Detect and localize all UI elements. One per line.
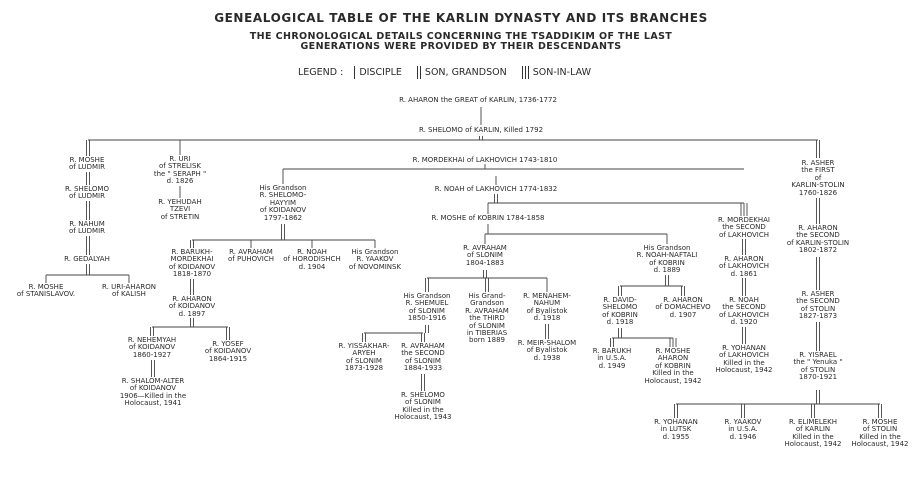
node-shemuel-of-slonim: His Grandson R. SHEMUEL of SLONIM 1850-1916 (403, 292, 451, 323)
node-aharon-of-koidanov: R. AHARON of KOIDANOV d. 1897 (168, 295, 216, 318)
node-asher-the-first: R. ASHER the FIRST of KARLIN-STOLIN 1760-1826 (791, 159, 845, 197)
node-moshe-of-ludmir: R. MOSHE of LUDMIR (68, 156, 106, 172)
node-asher-the-second: R. ASHER the SECOND of STOLIN 1827-1873 (796, 290, 840, 321)
node-nehemyah: R. NEHEMYAH of KOIDANOV 1860-1927 (127, 336, 177, 359)
node-shalom-alter: R. SHALOM-ALTER of KOIDANOV 1906—Killed in the Holocaust, 1941 (119, 377, 187, 408)
node-aharon-of-lakhovich: R. AHARON of LAKHOVICH d. 1861 (718, 255, 770, 278)
node-menahem-nahum: R. MENAHEM- NAHUM of Byalistok d. 1918 (523, 292, 571, 323)
node-avraham-of-puhovich: R. AVRAHAM of PUHOVICH (228, 248, 274, 264)
node-uri-aharon-of-kalish: R. URI-AHARON of KALISH (102, 283, 156, 299)
node-yaakov-in-usa: R. YAAKOV in U.S.A. d. 1946 (724, 418, 762, 441)
node-meir-shalom: R. MEIR-SHALOM of Byalistok d. 1938 (517, 339, 577, 362)
node-mordekhai-of-lakhovich: R. MORDEKHAI of LAKHOVICH 1743-1810 (412, 156, 558, 164)
node-yohanan-in-lutsk: R. YOHANAN in LUTSK d. 1955 (654, 418, 698, 441)
node-avraham-of-slonim: R. AVRAHAM of SLONIM 1804-1883 (463, 244, 507, 267)
node-yissakhar-aryeh: R. YISSAKHAR- ARYEH of SLONIM 1873-1928 (338, 342, 390, 373)
node-mordekhai-the-second: R. MORDEKHAI the SECOND of LAKHOVICH (718, 216, 770, 239)
node-yaakov-of-novominsk: His Grandson R. YAAKOV of NOVOMINSK (348, 248, 402, 271)
node-nahum-of-ludmir: R. NAHUM of LUDMIR (68, 220, 106, 236)
node-yosef-of-koidanov: R. YOSEF of KOIDANOV 1864-1915 (204, 340, 252, 363)
node-avraham-the-third: His Grand- Grandson R. AVRAHAM the THIRD of SLONIM in TIBERIAS born 1889 (465, 292, 509, 345)
node-noah-the-second: R. NOAH the SECOND of LAKHOVICH d. 1920 (718, 296, 770, 327)
node-moshe-aharon: R. MOSHE AHARON of KOBRIN Killed in the Holocaust, 1942 (644, 347, 702, 385)
node-elimelekh-of-karlin: R. ELIMELEKH of KARLIN Killed in the Holocaust, 1942 (784, 418, 842, 449)
node-shelomo-of-slonim: R. SHELOMO of SLONIM Killed in the Holocaust, 1943 (394, 391, 452, 422)
node-moshe-of-kobrin: R. MOSHE of KOBRIN 1784-1858 (431, 214, 545, 222)
node-yisrael-yenuka: R. YISRAEL the " Yenuka " of STOLIN 1870-1921 (793, 351, 843, 382)
legend-disciple: DISCIPLE (359, 67, 402, 78)
page-title: GENEALOGICAL TABLE OF THE KARLIN DYNASTY AND ITS BRANCHES (214, 11, 708, 25)
legend-label: LEGEND : (298, 67, 344, 78)
node-noah-of-horodishch: R. NOAH of HORODISHCH d. 1904 (283, 248, 341, 271)
node-noah-of-lakhovich: R. NOAH of LAKHOVICH 1774-1832 (434, 185, 558, 193)
node-shelomo-of-karlin: R. SHELOMO of KARLIN, Killed 1792 (418, 126, 544, 134)
node-barukh-in-usa: R. BARUKH in U.S.A. d. 1949 (592, 347, 632, 370)
node-noah-naftali: His Grandson R. NOAH-NAFTALI of KOBRIN d. 1889 (636, 244, 698, 275)
node-shelomo-hayyim: His Grandson R. SHELOMO- HAYYIM of KOIDANOV 1797-1862 (259, 184, 307, 222)
node-moshe-of-stanislavov: R. MOSHE of STANISLAVOV. (16, 283, 76, 299)
node-shelomo-of-ludmir: R. SHELOMO of LUDMIR (65, 185, 109, 201)
node-aharon-the-second: R. AHARON the SECOND of KARLIN-STOLIN 1802-1872 (786, 224, 850, 255)
node-aharon-the-great: R. AHARON the GREAT of KARLIN, 1736-1772 (399, 96, 557, 104)
node-avraham-the-second: R. AVRAHAM the SECOND of SLONIM 1884-1933 (401, 342, 445, 373)
node-barukh-mordekhai: R. BARUKH- MORDEKHAI of KOIDANOV 1818-1870 (168, 248, 216, 279)
node-moshe-of-stolin: R. MOSHE of STOLIN Killed in the Holocaust, 1942 (851, 418, 909, 449)
node-david-shelomo: R. DAVID- SHELOMO of KOBRIN d. 1918 (602, 296, 638, 327)
node-yehudah-tzevi: R. YEHUDAH TZEVI of STRETIN (158, 198, 202, 221)
node-aharon-of-domachevo: R. AHARON of DOMACHEVO d. 1907 (655, 296, 711, 319)
node-gedalyah: R. GEDALYAH (64, 255, 110, 263)
node-yohanan-of-lakhovich: R. YOHANAN of LAKHOVICH Killed in the Holocaust, 1942 (715, 344, 773, 375)
node-uri-of-strelisk: R. URI of STRELISK the " SERAPH " d. 1826 (153, 155, 207, 186)
page-subtitle: THE CHRONOLOGICAL DETAILS CONCERNING THE TSADDIKIM OF THE LAST GENERATIONS WERE PROVIDED BY THEIR DESCENDANTS (249, 31, 673, 52)
legend-son-grandson: SON, GRANDSON (424, 67, 507, 78)
legend-son-in-law: SON-IN-LAW (532, 67, 591, 78)
